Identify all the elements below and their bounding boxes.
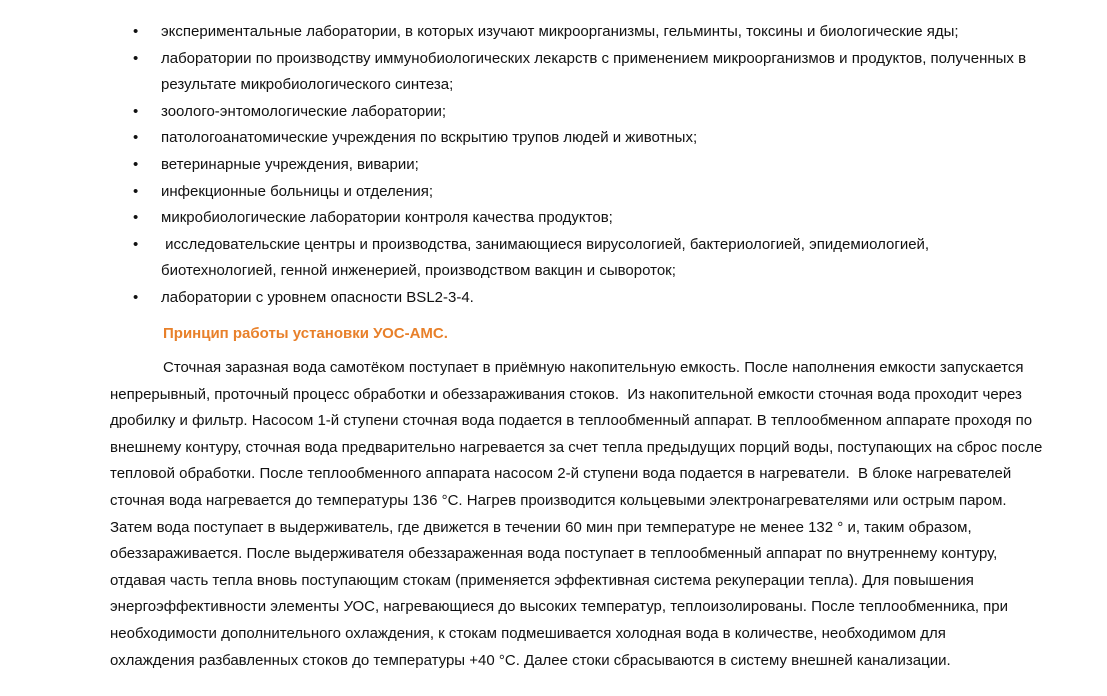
paragraph-line: внешнему контуру, сточная вода предварительно нагревается за счет тепла предыдущих порций воды, поступающих на сброс после	[110, 438, 1043, 456]
bullet-icon: •	[133, 155, 139, 173]
list-item-text: инфекционные больницы и отделения;	[161, 182, 434, 200]
bullet-icon: •	[133, 129, 139, 147]
bullet-icon: •	[133, 49, 139, 67]
list-item-text: ветеринарные учреждения, виварии;	[161, 155, 419, 173]
list-item-text: микробиологические лаборатории контроля качества продуктов;	[161, 209, 613, 227]
list-item-text: лаборатории с уровнем опасности BSL2-3-4.	[161, 288, 474, 306]
paragraph-line: Затем вода поступает в выдерживатель, где движется в течении 60 мин при температуре не менее 132 ° и, таким образом,	[110, 518, 972, 536]
paragraph-line: дробилку и фильтр. Насосом 1-й ступени сточная вода подается в теплообменный аппарат. В теплообменном аппарате проходя по	[110, 412, 1033, 430]
paragraph-line: непрерывный, проточный процесс обработки и обеззараживания стоков. Из накопительной емкости сточная вода проходит через	[110, 385, 1022, 403]
section-heading: Принцип работы установки УОС-АМС.	[163, 325, 448, 342]
list-item	[0, 232, 1107, 285]
list-item-text: лаборатории по производству иммунобиологических лекарств с применением микроорганизмов и продуктов, полученных в	[161, 49, 1027, 67]
list-item-text: патологоанатомические учреждения по вскрытию трупов людей и животных;	[161, 129, 698, 147]
paragraph-line: энергоэффективности элементы УОС, нагревающиеся до высоких температур, теплоизолированы. После теплообменника, при	[110, 598, 1009, 616]
paragraph-line: необходимости дополнительного охлаждения, к стокам подмешивается холодная вода в количестве, необходимом для	[110, 624, 946, 642]
list-item-text: экспериментальные лаборатории, в которых изучают микроорганизмы, гельминты, токсины и биологические яды;	[161, 23, 959, 40]
list-item	[0, 46, 1107, 99]
list-item-text: исследовательские центры и производства, занимающиеся вирусологией, бактериологией, эпидемиологией,	[161, 235, 930, 253]
paragraph-line: обеззараживается. После выдерживателя обеззараженная вода поступает в теплообменный аппарат по внутреннему контуру,	[110, 545, 998, 563]
list-item	[0, 125, 1107, 152]
list-item-text-continuation: результате микробиологического синтеза;	[161, 76, 454, 94]
bullet-icon: •	[133, 288, 139, 306]
list-item	[0, 179, 1107, 206]
list-item-text-continuation: биотехнологией, генной инженерией, производством вакцин и сывороток;	[161, 262, 676, 280]
paragraph-line: тепловой обработки. После теплообменного аппарата насосом 2-й ступени вода подается в нагреватели. В блоке нагревателей	[110, 465, 1012, 483]
bullet-icon: •	[133, 102, 139, 120]
paragraph-line: отдавая часть тепла вновь поступающим стокам (применяется эффективная система рекуперации тепла). Для повышения	[110, 571, 974, 589]
list-item	[0, 19, 1107, 46]
facility-list	[0, 19, 1107, 312]
bullet-icon: •	[133, 235, 139, 253]
list-item	[0, 285, 1107, 312]
list-item-text: зоолого-энтомологические лаборатории;	[161, 102, 447, 120]
list-item	[0, 99, 1107, 126]
bullet-icon: •	[133, 209, 139, 227]
paragraph-line: охлаждения разбавленных стоков до температуры +40 °С. Далее стоки сбрасываются в систему внешней канализации.	[110, 651, 951, 669]
list-item	[0, 205, 1107, 232]
list-item	[0, 152, 1107, 179]
paragraph-line: сточная вода нагревается до температуры 136 °С. Нагрев производится кольцевыми электронагревателями или острым паром.	[110, 491, 1007, 509]
paragraph-line: Сточная заразная вода самотёком поступает в приёмную накопительную емкость. После наполнения емкости запускается	[163, 359, 1024, 376]
bullet-icon: •	[133, 182, 139, 200]
body-paragraph	[110, 355, 1043, 674]
bullet-icon: •	[133, 23, 139, 40]
